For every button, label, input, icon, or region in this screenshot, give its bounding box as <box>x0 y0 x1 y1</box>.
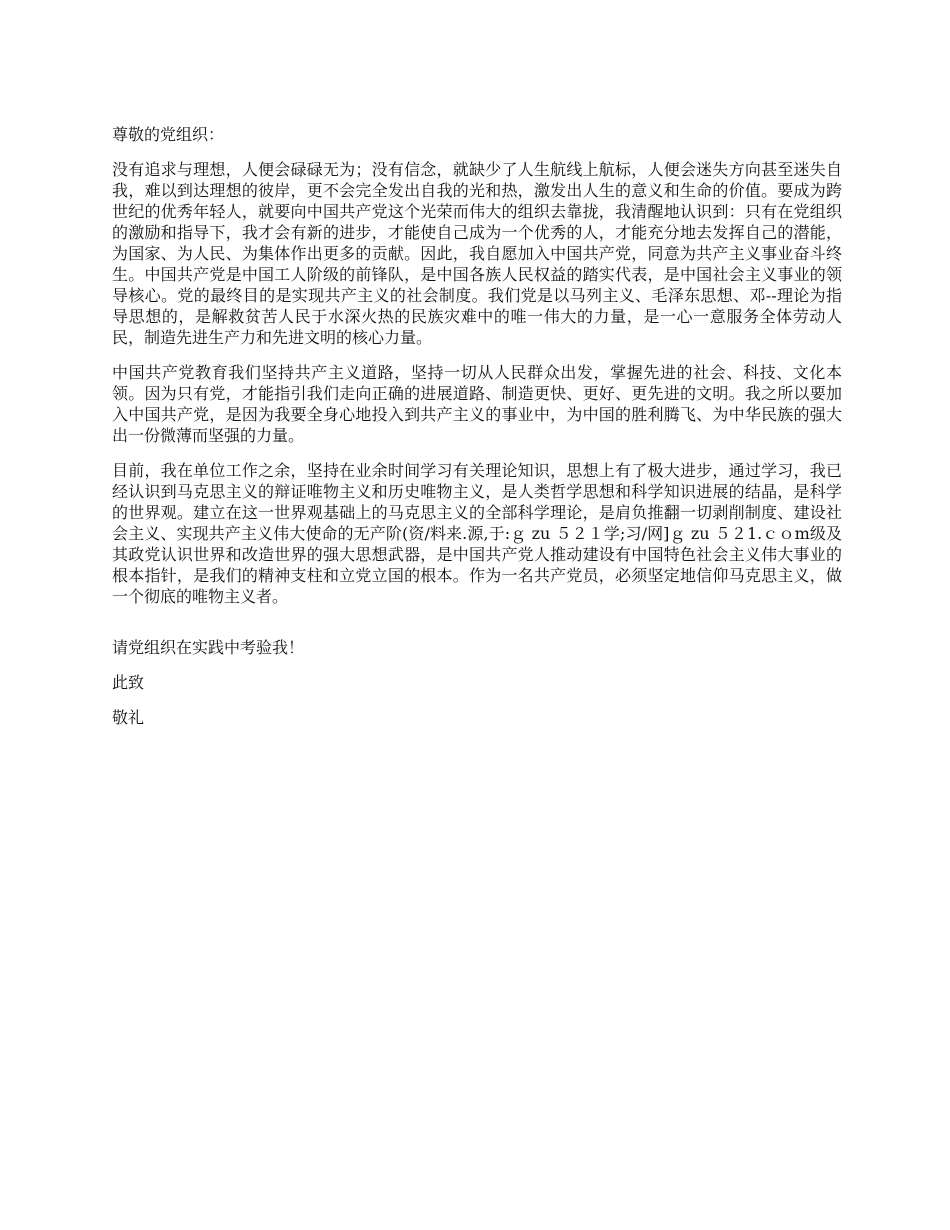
body-paragraph-3: 目前，我在单位工作之余，坚持在业余时间学习有关理论知识，思想上有了极大进步，通过学习，我已经认识到马克思主义的辩证唯物主义和历史唯物主义，是人类哲学思想和科学知识进展的结晶，是科学的世界观。建立在这一世界观基础上的马克思主义的全部科学理论，是肩负推翻一切剥削制度、建设社会主义、实现共产主义伟大使命的无产阶(资/料来.源,于:ｇ zu ５２１学;习/网]ｇ zu ５２1.ｃｏm级及其政党认识世界和改造世界的强大思想武器，是中国共产党人推动建设有中国特色社会主义伟大事业的根本指针，是我们的精神支柱和立党立国的根本。作为一名共产党员，必须坚定地信仰马克思主义，做一个彻底的唯物主义者。 <box>112 461 842 606</box>
salutation: 尊敬的党组织： <box>112 125 225 144</box>
closing-block <box>112 637 842 728</box>
closing-zhizhi: 此致 <box>112 673 145 692</box>
body-paragraph-2: 中国共产党教育我们坚持共产主义道路，坚持一切从人民群众出发，掌握先进的社会、科技、文化本领。因为只有党，才能指引我们走向正确的进展道路、制造更快、更好、更先进的文明。我之所以要加入中国共产党，是因为我要全身心地投入到共产主义的事业中，为中国的胜利腾飞、为中华民族的强大出一份微薄而坚强的力量。 <box>112 363 842 445</box>
closing-jingli: 敬礼 <box>112 708 145 727</box>
letter-document <box>112 124 842 728</box>
closing-request: 请党组织在实践中考验我！ <box>112 638 305 657</box>
body-paragraph-1: 没有追求与理想，人便会碌碌无为；没有信念，就缺少了人生航线上航标，人便会迷失方向甚至迷失自我，难以到达理想的彼岸，更不会完全发出自我的光和热，激发出人生的意义和生命的价值。要成为跨世纪的优秀年轻人，就要向中国共产党这个光荣而伟大的组织去靠拢，我清醒地认识到：只有在党组织的激励和指导下，我才会有新的进步，才能使自己成为一个优秀的人，才能充分地去发挥自己的潜能，为国家、为人民、为集体作出更多的贡献。因此，我自愿加入中国共产党，同意为共产主义事业奋斗终生。中国共产党是中国工人阶级的前锋队，是中国各族人民权益的踏实代表，是中国社会主义事业的领导核心。党的最终目的是实现共产主义的社会制度。我们党是以马列主义、毛泽东思想、邓--理论为指导思想的，是解救贫苦人民于水深火热的民族灾难中的唯一伟大的力量，是一心一意服务全体劳动人民，制造先进生产力和先进文明的核心力量。 <box>112 160 842 347</box>
